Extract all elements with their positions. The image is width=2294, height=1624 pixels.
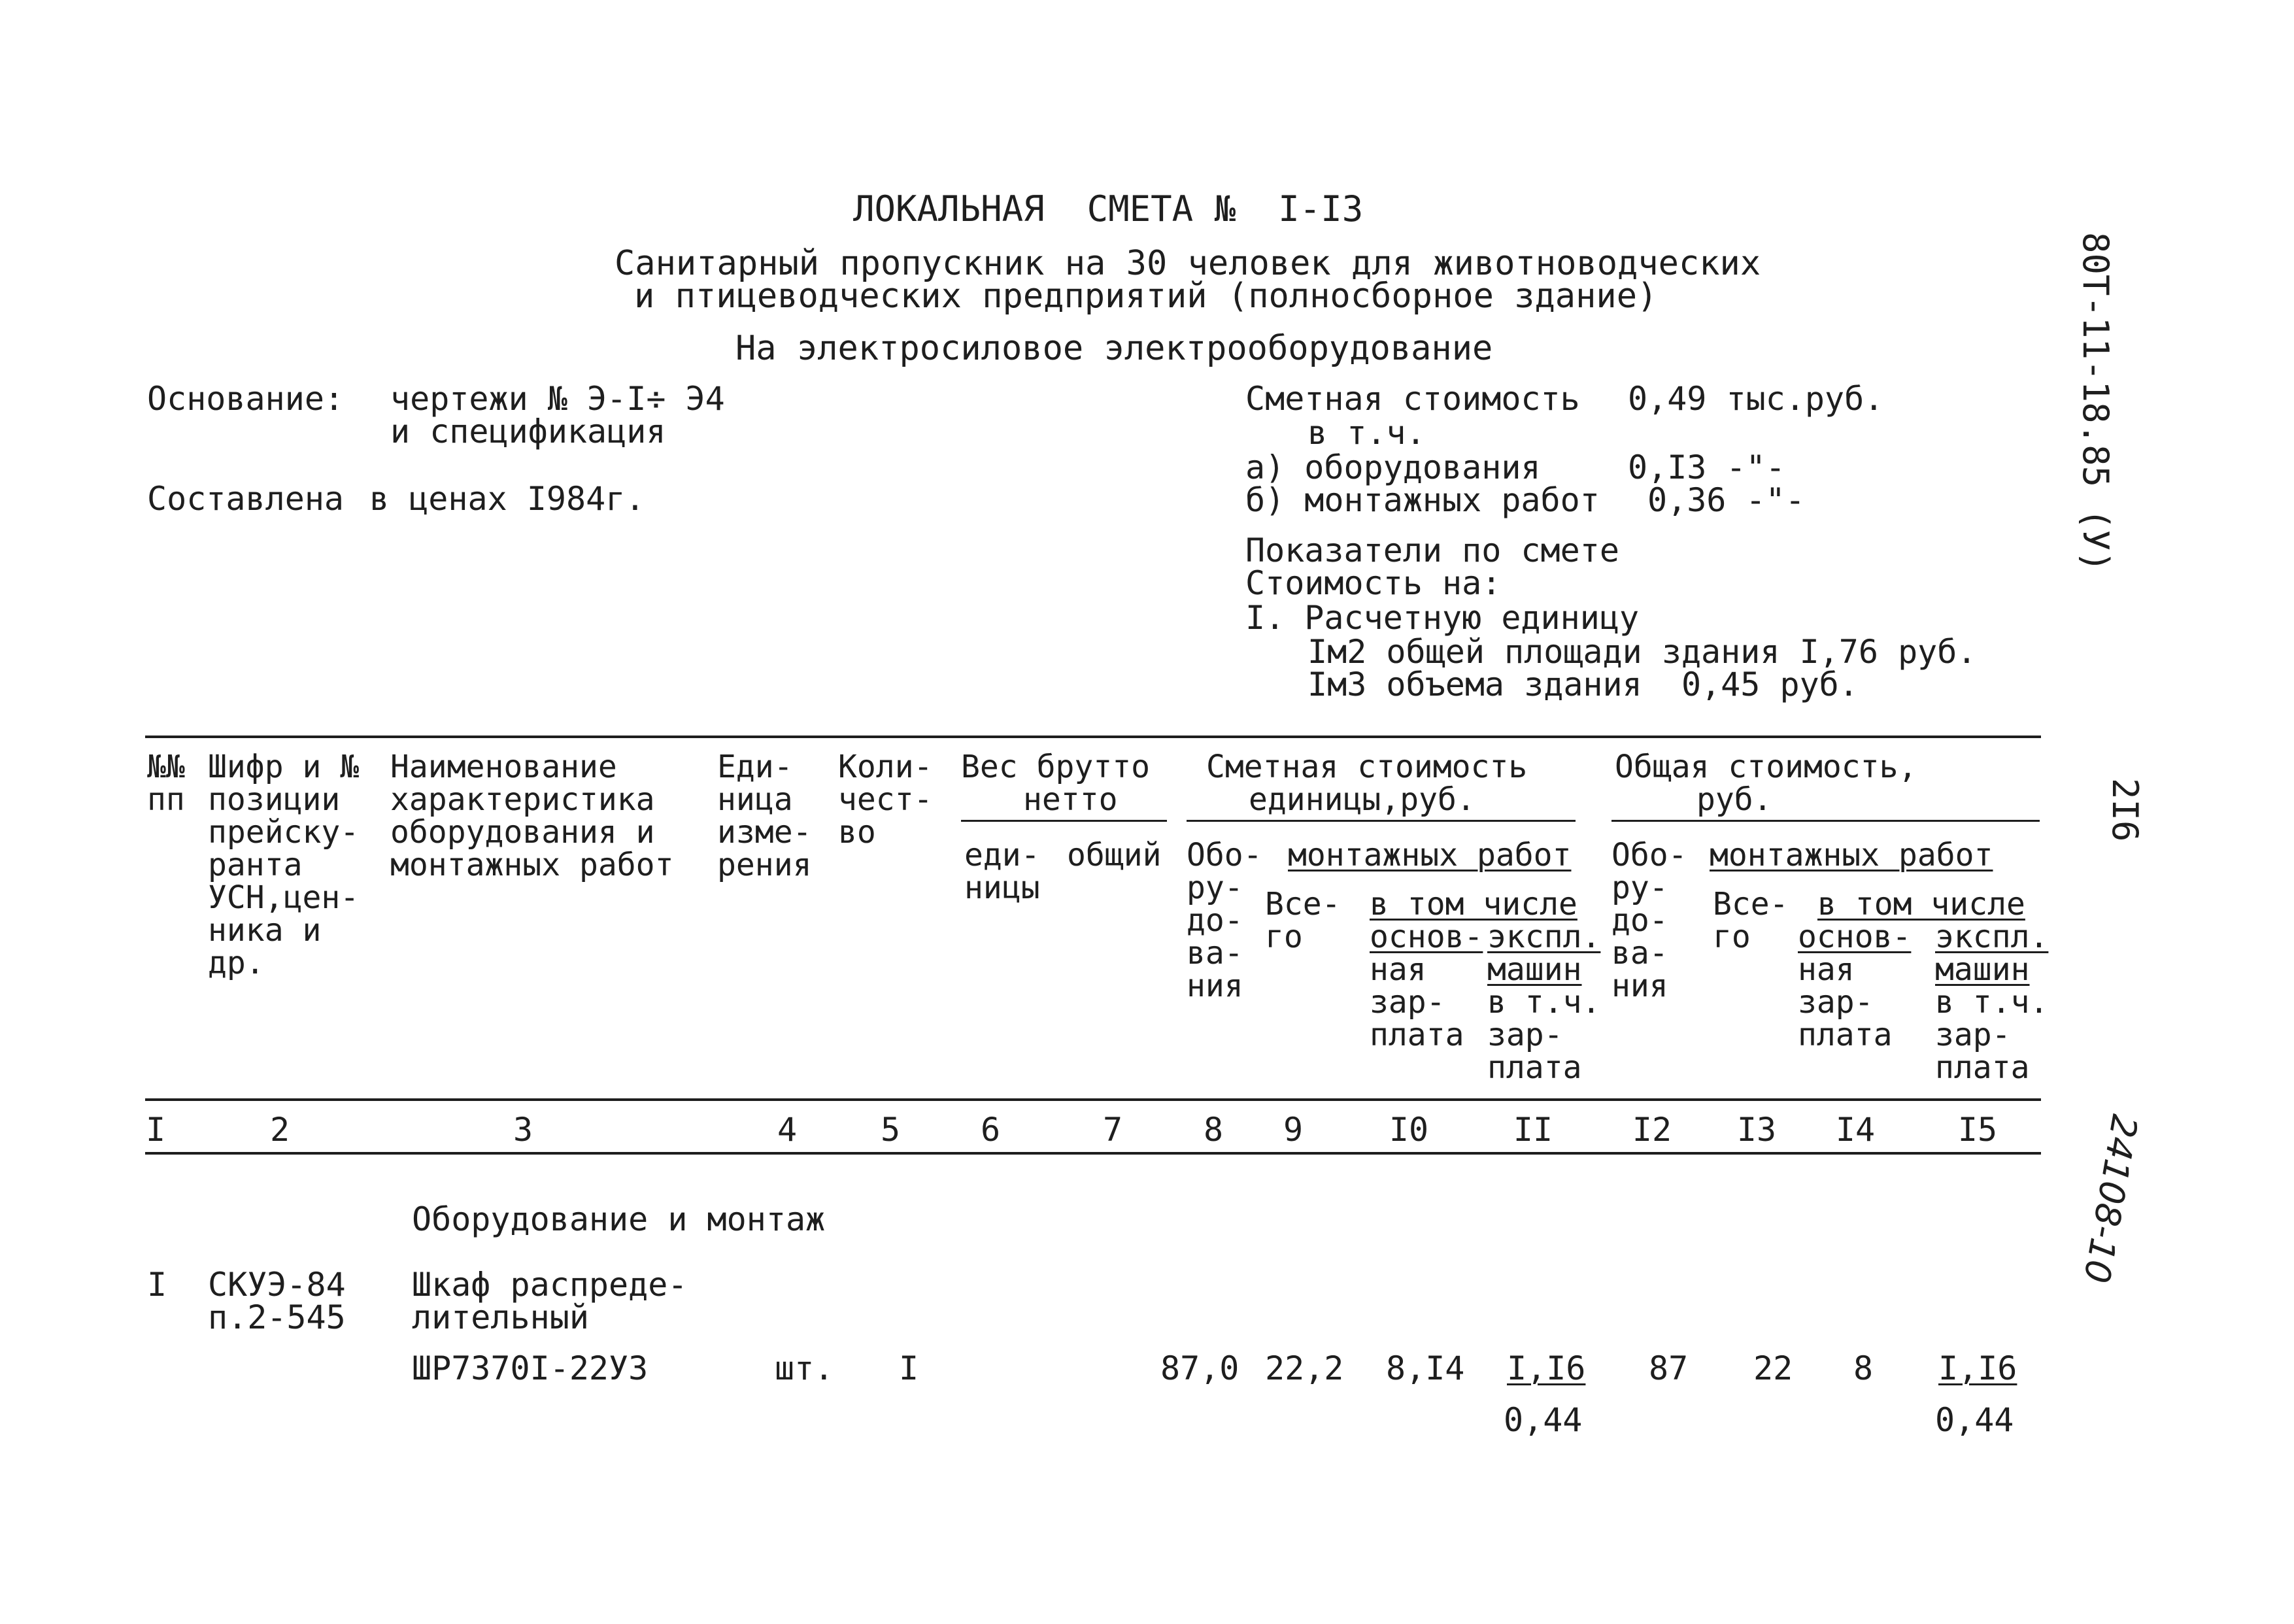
col4-header-3: изме- [717, 814, 812, 851]
col-number-8: 8 [1203, 1111, 1224, 1149]
col10-header-1: основ- [1370, 919, 1483, 955]
col2-header-6: ника и [208, 912, 322, 949]
col8-header-2: ру- [1187, 870, 1243, 906]
unit-cost-group-header-2: единицы,руб. [1249, 781, 1476, 818]
unit-incl-header: в том числе [1370, 886, 1577, 922]
row1-total-base-pay: 8 [1853, 1349, 1874, 1387]
document-title: ЛОКАЛЬНАЯ СМЕТА № I-I3 [853, 188, 1364, 229]
indicators-line4: Iм2 общей площади здания I,76 руб. [1307, 633, 1977, 671]
col-number-4: 4 [777, 1111, 798, 1149]
indicators-line3: I. Расчетную единицу [1245, 599, 1640, 637]
cost-label: Сметная стоимость [1245, 380, 1580, 418]
col5-header-2: чест- [838, 781, 933, 818]
col11-header-1: экспл. [1487, 919, 1601, 955]
total-installation-header: монтажных работ [1710, 837, 1993, 873]
col-number-15: I5 [1957, 1111, 1998, 1149]
col4-header-4: рения [717, 847, 812, 883]
row1-unit-base-pay: 8,I4 [1386, 1349, 1465, 1387]
col10-header-3: зар- [1370, 984, 1445, 1021]
row1-code-1: СКУЭ-84 [208, 1266, 346, 1304]
col12-header-1: Обо- [1611, 837, 1687, 873]
weight-group-rule [961, 820, 1167, 822]
row1-total-equipment: 87 [1649, 1349, 1689, 1387]
col-number-1: I [145, 1111, 166, 1149]
row1-num: I [147, 1266, 167, 1304]
col6-header-1: еди- [964, 837, 1040, 873]
col12-header-4: ва- [1611, 935, 1668, 972]
col-number-10: I0 [1389, 1111, 1429, 1149]
weight-sub-header: нетто [1023, 781, 1118, 818]
row1-unit-machines-pay: 0,44 [1504, 1401, 1583, 1439]
object-title-line1: Санитарный пропускник на 30 человек для животноводческих [615, 244, 1761, 283]
col3-header-4: монтажных работ [390, 847, 674, 883]
col-number-12: I2 [1632, 1111, 1672, 1149]
col11-header-5: плата [1487, 1049, 1582, 1086]
basis-value-line1: чертежи № Э-I÷ Э4 [390, 380, 725, 418]
unit-installation-header: монтажных работ [1288, 837, 1572, 873]
col3-header-1: Наименование [390, 749, 617, 785]
cost-value: 0,49 тыс.руб. [1628, 380, 1884, 418]
col-number-2: 2 [269, 1111, 290, 1149]
total-cost-group-rule [1611, 820, 2040, 822]
col8-header-5: ния [1187, 968, 1243, 1004]
col11-header-4: зар- [1487, 1017, 1563, 1053]
col14-header-4: плата [1798, 1017, 1893, 1053]
row1-name-1: Шкаф распреде- [412, 1266, 688, 1304]
row1-code-2: п.2-545 [208, 1298, 346, 1336]
col2-header-7: др. [208, 945, 265, 981]
col11-header-3: в т.ч. [1487, 984, 1601, 1021]
col6-header-2: ницы [964, 870, 1040, 906]
col-number-13: I3 [1736, 1111, 1777, 1149]
col5-header-3: во [838, 814, 876, 851]
row1-unit-machines: I,I6 [1507, 1349, 1586, 1387]
total-cost-group-header-1: Общая стоимость, [1615, 749, 1917, 785]
cost-incl: в т.ч. [1307, 414, 1426, 452]
col10-header-2: ная [1370, 951, 1426, 988]
cost-equipment-value: 0,I3 -"- [1628, 448, 1785, 486]
basis-value-line2: и спецификация [390, 413, 666, 450]
col2-header-5: УСН,цен- [208, 879, 360, 916]
col12-header-2: ру- [1611, 870, 1668, 906]
col8-header-1: Обо- [1187, 837, 1262, 873]
col14-header-1: основ- [1798, 919, 1912, 955]
weight-group-header: Вес брутто [961, 749, 1150, 785]
table-header-bottom-rule [145, 1098, 2041, 1101]
col13-header-2: го [1713, 919, 1751, 955]
col12-header-5: ния [1611, 968, 1668, 1004]
col11-header-2: машин [1487, 951, 1582, 988]
col8-header-3: до- [1187, 902, 1243, 939]
row1-total-install: 22 [1753, 1349, 1793, 1387]
col2-header-1: Шифр и № [208, 749, 360, 785]
margin-page-number: 2I6 [2104, 778, 2146, 842]
indicators-line2: Стоимость на: [1245, 564, 1502, 602]
col-number-9: 9 [1283, 1111, 1304, 1149]
cost-equipment-label: а) оборудования [1245, 448, 1541, 486]
row1-qty: I [899, 1349, 919, 1387]
col-number-7: 7 [1102, 1111, 1123, 1149]
col9-header-1: Все- [1265, 886, 1341, 922]
row1-name-2: лительный [412, 1298, 589, 1336]
object-title-line2: и птицеводческих предприятий (полносборное здание) [634, 277, 1658, 316]
row1-total-machines-pay: 0,44 [1935, 1401, 2014, 1439]
col-number-14: I4 [1835, 1111, 1876, 1149]
unit-cost-group-rule [1187, 820, 1576, 822]
col-number-11: II [1513, 1111, 1553, 1149]
row1-unit-equipment: 87,0 [1160, 1349, 1240, 1387]
row1-unit: шт. [775, 1349, 834, 1387]
col3-header-2: характеристика [390, 781, 655, 818]
cost-installation-value: 0,36 -"- [1647, 481, 1805, 519]
col-number-5: 5 [880, 1111, 901, 1149]
col10-header-4: плата [1370, 1017, 1464, 1053]
margin-code: 80T-11-18.85 (У) [2075, 232, 2116, 573]
col15-header-5: плата [1935, 1049, 2030, 1086]
row1-name-3: ШР7370I-22У3 [412, 1349, 649, 1387]
col8-header-4: ва- [1187, 935, 1243, 972]
col15-header-2: машин [1935, 951, 2030, 988]
indicators-line5: Iм3 объема здания 0,45 руб. [1307, 666, 1859, 703]
col13-header-1: Все- [1713, 886, 1789, 922]
col1-header-1: №№ [147, 749, 185, 785]
col15-header-3: в т.ч. [1935, 984, 2049, 1021]
col-number-3: 3 [513, 1111, 533, 1149]
prices-value: в ценах I984г. [369, 480, 645, 518]
indicators-line1: Показатели по смете [1245, 532, 1619, 569]
col15-header-1: экспл. [1935, 919, 2049, 955]
col14-header-3: зар- [1798, 984, 1874, 1021]
cost-installation-label: б) монтажных работ [1245, 481, 1600, 519]
row1-unit-install-total: 22,2 [1265, 1349, 1344, 1387]
col3-header-3: оборудования и [390, 814, 655, 851]
col1-header-2: пп [147, 781, 185, 818]
col9-header-2: го [1265, 919, 1303, 955]
col4-header-2: ница [717, 781, 793, 818]
table-top-rule [145, 736, 2041, 738]
object-title-line3: На электросиловое электрооборудование [735, 329, 1493, 368]
total-cost-group-header-2: руб. [1696, 781, 1772, 818]
col15-header-4: зар- [1935, 1017, 2011, 1053]
col-number-6: 6 [980, 1111, 1001, 1149]
col12-header-3: до- [1611, 902, 1668, 939]
total-incl-header: в том числе [1817, 886, 2025, 922]
section-title: Оборудование и монтаж [412, 1200, 826, 1238]
col5-header-1: Коли- [838, 749, 933, 785]
col7-header: общий [1067, 837, 1162, 873]
col4-header-1: Еди- [717, 749, 793, 785]
col2-header-2: позиции [208, 781, 341, 818]
prices-label: Составлена [147, 480, 345, 518]
row1-total-machines: I,I6 [1938, 1349, 2017, 1387]
basis-label: Основание: [147, 380, 345, 418]
col2-header-3: прейску- [208, 814, 360, 851]
column-numbers-bottom-rule [145, 1152, 2041, 1155]
col14-header-2: ная [1798, 951, 1855, 988]
col2-header-4: ранта [208, 847, 303, 883]
unit-cost-group-header-1: Сметная стоимость [1206, 749, 1528, 785]
margin-drawing-number: 24108-10 [2075, 1111, 2146, 1287]
